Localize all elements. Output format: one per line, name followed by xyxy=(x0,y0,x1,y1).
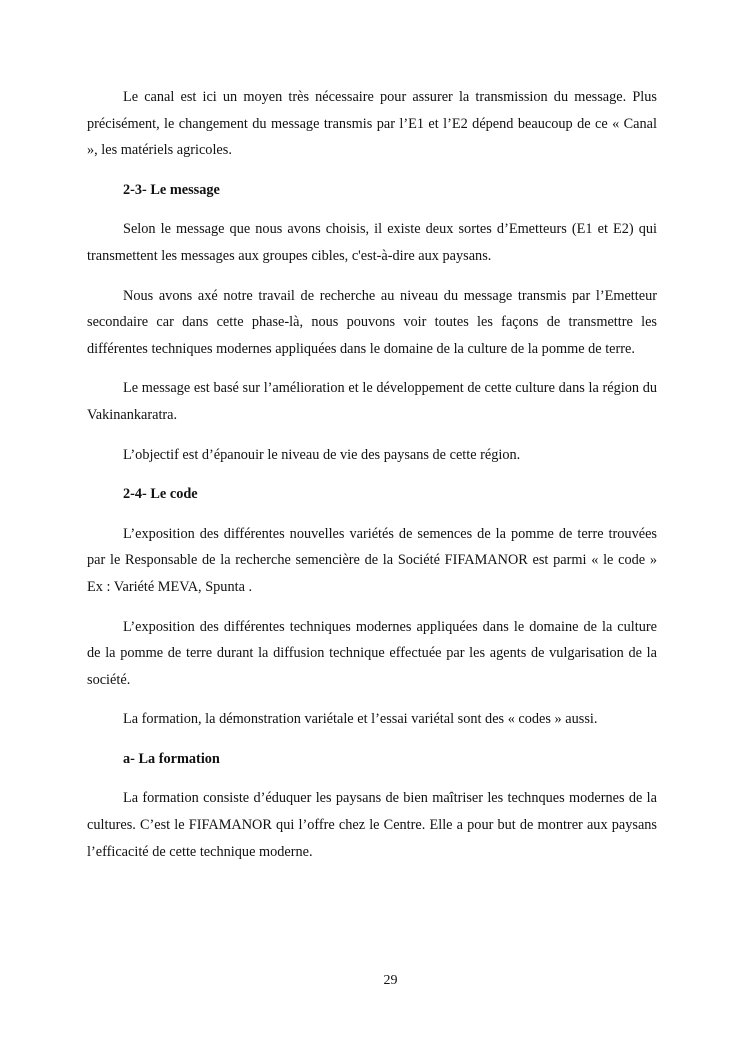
paragraph-exposition-varietes: L’exposition des différentes nouvelles variétés de semences de la pomme de terre trouvées par le Responsable de la recherche semencière de la Société FIFAMANOR est parmi « le code » Ex : Variété MEVA, Spunta . xyxy=(87,525,657,595)
heading-la-formation: a- La formation xyxy=(123,750,220,767)
heading-le-message: 2-3- Le message xyxy=(123,181,220,198)
paragraph-message-base: Le message est basé sur l’amélioration et le développement de cette culture dans la région du Vakinankaratra. xyxy=(87,380,657,423)
document-body xyxy=(87,84,657,878)
paragraph-formation: La formation consiste d’éduquer les paysans de bien maîtriser les technques modernes de la cultures. C’est le FIFAMANOR qui l’offre chez le Centre. Elle a pour but de montrer aux paysans l’efficacité de cette technique moderne. xyxy=(87,790,657,860)
paragraph-objectif: L’objectif est d’épanouir le niveau de vie des paysans de cette région. xyxy=(123,446,521,463)
heading-le-code: 2-4- Le code xyxy=(123,486,198,503)
paragraph-exposition-techniques: L’exposition des différentes techniques modernes appliquées dans le domaine de la culture de la pomme de terre durant la diffusion technique effectuée par les agents de vulgarisation de la société. xyxy=(87,618,657,688)
paragraph-canal: Le canal est ici un moyen très nécessaire pour assurer la transmission du message. Plus précisément, le changement du message transmis par l’E1 et l’E2 dépend beaucoup de ce « Canal », les matériels agricoles. xyxy=(87,89,657,159)
page-number: 29 xyxy=(383,973,398,988)
paragraph-emetteurs: Selon le message que nous avons choisis, il existe deux sortes d’Emetteurs (E1 et E2) qui transmettent les messages aux groupes cibles, c'est-à-dire aux paysans. xyxy=(87,221,657,264)
paragraph-codes-aussi: La formation, la démonstration variétale et l’essai variétal sont des « codes » aussi. xyxy=(123,711,598,728)
paragraph-travail-recherche: Nous avons axé notre travail de recherche au niveau du message transmis par l’Emetteur secondaire car dans cette phase-là, nous pouvons voir toutes les façons de transmettre les différentes techniques modernes appliquées dans le domaine de la culture de la pomme de terre. xyxy=(87,287,657,357)
